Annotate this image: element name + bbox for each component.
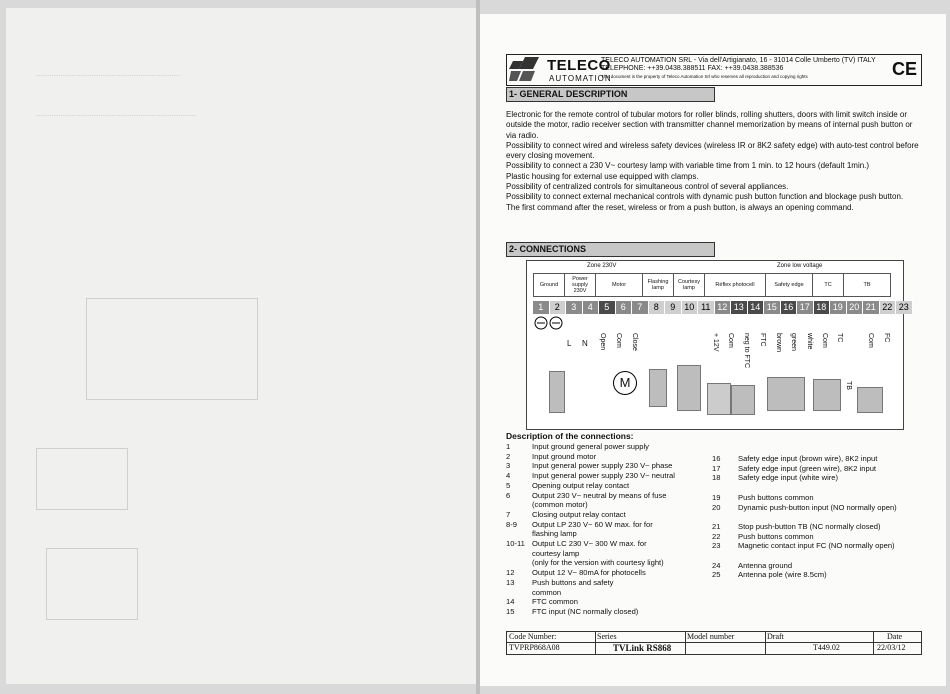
- code-value: TVPRP868A08: [509, 643, 560, 652]
- connection-number: [506, 500, 532, 510]
- connection-row: [506, 500, 701, 510]
- draft-label: Draft: [767, 632, 784, 641]
- date-label: Date: [887, 632, 903, 641]
- zone-230-label: Zone 230V: [587, 263, 617, 269]
- terminal: 11: [698, 301, 715, 314]
- header-tb: TB: [843, 273, 891, 297]
- connection-text: (common motor): [532, 500, 588, 510]
- desc-paragraph: Plastic housing for external use equipped with clamps.: [506, 171, 699, 181]
- wire-label: FC: [883, 333, 890, 343]
- connection-number: 15: [506, 606, 515, 616]
- wire-label: Close: [631, 333, 638, 351]
- title-block: [506, 631, 922, 655]
- terminal: 12: [715, 301, 732, 314]
- ground-symbol-icon: [533, 315, 565, 331]
- ghost-figure: [46, 548, 138, 620]
- teleco-logo: [509, 57, 612, 83]
- connection-text: Safety edge input (brown wire), 8K2 input: [738, 454, 878, 463]
- connection-number: [506, 529, 532, 539]
- courtesy-lamp-photo: [677, 365, 701, 411]
- connection-number: 4: [506, 471, 511, 481]
- terminal: 18: [814, 301, 831, 314]
- connection-number: 12: [506, 568, 515, 578]
- connection-row: [506, 510, 701, 520]
- connection-text: (only for the version with courtesy light): [532, 558, 664, 568]
- ghost-figure: [86, 298, 258, 400]
- connection-number: [506, 558, 532, 568]
- connection-number: 20: [712, 502, 721, 512]
- connection-text: Output LC 230 V~ 300 W max. for: [532, 539, 647, 549]
- wiring-diagram: [526, 260, 909, 430]
- connections-left-list: [506, 442, 701, 617]
- document-page: [480, 14, 946, 686]
- desc-paragraph: Possibility of centralized controls for simultaneous control of several appliances.: [506, 182, 789, 192]
- photocell-photo: [707, 383, 731, 415]
- terminal: 22: [880, 301, 897, 314]
- terminal-block: [533, 301, 913, 314]
- connection-row: [506, 452, 701, 462]
- terminal: 4: [583, 301, 600, 314]
- general-description: [506, 110, 921, 213]
- connection-text: Input ground general power supply: [532, 442, 649, 451]
- wire-label: green: [790, 333, 797, 351]
- wire-label: Com: [615, 333, 622, 348]
- wire-label: + 12V: [712, 333, 719, 352]
- wire-label: brown: [775, 333, 782, 353]
- connection-row: [506, 558, 701, 568]
- connection-row: [506, 568, 701, 578]
- header-ground: Ground: [533, 273, 565, 297]
- terminal: 1: [533, 301, 550, 314]
- connection-row: [506, 520, 701, 530]
- connection-row: [712, 570, 922, 580]
- terminal: 17: [797, 301, 814, 314]
- connection-text: Opening output relay contact: [532, 480, 630, 490]
- zone-low-label: Zone low voltage: [777, 263, 823, 269]
- connection-text: courtesy lamp: [532, 548, 580, 558]
- company-address: TELECO AUTOMATION SRL - Via dell'Artigianato, 16 - 31014 Colle Umberto (TV) ITALY: [601, 57, 876, 64]
- flashing-lamp-photo: [649, 369, 667, 407]
- terminal: 19: [830, 301, 847, 314]
- header-courtesy: Courtesy lamp: [673, 273, 705, 297]
- connection-row: [712, 561, 922, 571]
- wire-label: Com: [727, 333, 734, 348]
- safety-edge-photo: [767, 377, 805, 411]
- connection-row: [506, 471, 701, 481]
- connection-text: Output LP 230 V~ 60 W max. for for: [532, 519, 653, 529]
- connection-number: 24: [712, 560, 721, 570]
- code-cell: [507, 632, 596, 654]
- connection-row: [712, 522, 922, 532]
- connection-row: [712, 454, 922, 464]
- header-photocell: Réflex photocell: [704, 273, 766, 297]
- terminal: 10: [682, 301, 699, 314]
- connection-number: 5: [506, 480, 511, 490]
- motor-symbol: M: [613, 371, 637, 395]
- connection-row: [506, 461, 701, 471]
- terminal: 16: [781, 301, 798, 314]
- connection-row: [712, 551, 922, 561]
- wire-label: TC: [836, 333, 843, 343]
- section-title-general: 1- GENERAL DESCRIPTION: [506, 87, 715, 102]
- connection-row: [506, 539, 701, 549]
- connection-text: Closing output relay contact: [532, 509, 626, 519]
- terminal: 13: [731, 301, 748, 314]
- connection-number: 23: [712, 541, 721, 551]
- connection-number: 13: [506, 577, 515, 587]
- connection-text: Push buttons common: [738, 531, 814, 541]
- connection-row: [506, 549, 701, 559]
- connection-number: 16: [712, 454, 721, 463]
- terminal: 21: [863, 301, 880, 314]
- connection-number: [712, 551, 738, 561]
- connection-number: [506, 549, 532, 559]
- connection-text: Safety edge input (white wire): [738, 473, 839, 483]
- wire-label: Open: [599, 333, 606, 351]
- magnetic-contact-photo: [857, 387, 883, 413]
- connection-number: 25: [712, 570, 721, 580]
- wire-label: N: [582, 339, 588, 348]
- connection-number: 1: [506, 442, 511, 451]
- connection-text: Input general power supply 230 V~ phase: [532, 461, 673, 471]
- connection-text: Antenna ground: [738, 560, 793, 570]
- connection-number: 6: [506, 490, 511, 500]
- connection-text: Push buttons and safety: [532, 577, 614, 587]
- connection-number: [712, 512, 738, 522]
- connection-number: 10-11: [506, 539, 525, 549]
- connection-text: Dynamic push-button input (NO normally open): [738, 502, 897, 512]
- draft-cell: [765, 632, 874, 654]
- company-info: [601, 57, 876, 81]
- wire-label: neg to FTC: [743, 333, 750, 369]
- connection-text: Antenna pole (wire 8.5cm): [738, 570, 827, 580]
- connection-text: FTC input (NC normally closed): [532, 606, 639, 616]
- terminal: 3: [566, 301, 583, 314]
- connections-title: Description of the connections:: [506, 431, 634, 441]
- header-motor: Motor: [595, 273, 643, 297]
- desc-paragraph: Electronic for the remote control of tubular motors for roller blinds, rolling shutters, doors with limit switch inside or outside the motor, radio receiver section with transmitter channel memorization by means of internal push button or via radio.: [506, 110, 913, 140]
- connection-row: [506, 529, 701, 539]
- series-label: Series: [597, 632, 617, 641]
- wire-label: L: [567, 339, 572, 348]
- connection-text: Output 230 V~ neutral by means of fuse: [532, 490, 667, 500]
- wire-label: FTC: [759, 333, 766, 347]
- connection-number: 21: [712, 521, 721, 531]
- connection-row: [712, 493, 922, 503]
- connection-number: 7: [506, 509, 511, 519]
- wire-label: Com: [867, 333, 874, 348]
- terminal: 23: [896, 301, 913, 314]
- connection-row: [712, 464, 922, 474]
- doc-header: [506, 54, 922, 86]
- series-cell: [595, 632, 686, 654]
- connection-number: 17: [712, 463, 721, 473]
- model-cell: [685, 632, 766, 654]
- desc-paragraph: Possibility to connect a 230 V~ courtesy lamp with variable time from 1 min. to 12 hours (default 1min.): [506, 161, 870, 171]
- connection-text: Output 12 V~ 80mA for photocells: [532, 568, 646, 578]
- terminal: 6: [616, 301, 633, 314]
- terminal: 8: [649, 301, 666, 314]
- terminal: 5: [599, 301, 616, 314]
- header-flashing: Flashing lamp: [642, 273, 674, 297]
- wire-label: white: [806, 333, 813, 350]
- connection-text: Push buttons common: [738, 492, 814, 502]
- terminal: 14: [748, 301, 765, 314]
- terminal: 2: [550, 301, 567, 314]
- date-value: 22/03/12: [877, 643, 906, 652]
- connection-number: 19: [712, 492, 721, 502]
- terminal: 20: [847, 301, 864, 314]
- connection-row: [506, 588, 701, 598]
- connection-row: [506, 491, 701, 501]
- connection-row: [712, 503, 922, 513]
- connection-row: [506, 578, 701, 588]
- company-rights: This document is the property of Teleco Automation Srl who reserves all reproduction and copying rights: [601, 74, 808, 79]
- connection-number: 3: [506, 461, 511, 471]
- left-page: ................................................................. ........................................................................: [6, 8, 476, 684]
- desc-paragraph: The first command after the reset, wireless or from a push button, is always an opening command.: [506, 202, 854, 212]
- connection-text: flashing lamp: [532, 529, 577, 539]
- ce-mark: CE: [891, 59, 917, 79]
- connection-number: 2: [506, 451, 511, 461]
- connection-row: [712, 512, 922, 522]
- connection-row: [506, 607, 701, 617]
- desc-paragraph: Possibility to connect wired and wireless safety devices (wireless IR or 8K2 safety edge) with auto-test control before every closing movement.: [506, 140, 919, 161]
- logo-mark-icon: [509, 57, 545, 83]
- header-safety-edge: Safety edge: [765, 273, 813, 297]
- connection-number: 18: [712, 473, 721, 483]
- terminal: 15: [764, 301, 781, 314]
- connection-number: 14: [506, 597, 515, 607]
- code-label: Code Number:: [509, 632, 557, 641]
- date-cell: [873, 632, 921, 654]
- connection-text: Safety edge input (green wire), 8K2 input: [738, 463, 877, 473]
- terminal: 7: [632, 301, 649, 314]
- header-power: Power supply 230V: [564, 273, 596, 297]
- series-value: TVLink RS868: [613, 643, 672, 653]
- section-title-connections: 2- CONNECTIONS: [506, 242, 715, 257]
- wire-label: TB: [845, 381, 852, 390]
- connection-row: [506, 481, 701, 491]
- brand-name: TELECO: [547, 57, 611, 74]
- terminal: 9: [665, 301, 682, 314]
- connection-number: 22: [712, 531, 721, 541]
- draft-value: T449.02: [813, 643, 840, 652]
- connection-number: [712, 483, 738, 493]
- photocell-photo: [731, 385, 755, 415]
- brand-sub: AUTOMATION: [549, 74, 612, 83]
- connection-number: [506, 588, 532, 598]
- connection-row: [506, 442, 701, 452]
- wire-label: Com: [821, 333, 828, 348]
- connection-row: [712, 532, 922, 542]
- model-label: Model number: [687, 632, 735, 641]
- connection-row: [712, 541, 922, 551]
- push-button-photo: [813, 379, 841, 411]
- ghost-figure: [36, 448, 128, 510]
- connection-text: Input general power supply 230 V~ neutral: [532, 471, 675, 481]
- connection-text: Input ground motor: [532, 451, 597, 461]
- connection-text: Magnetic contact input FC (NO normally open): [738, 541, 895, 551]
- connection-number: 8-9: [506, 519, 517, 529]
- plug-photo: [549, 371, 565, 413]
- connection-text: Stop push-button TB (NC normally closed): [738, 521, 881, 531]
- connection-row: [506, 597, 701, 607]
- company-phone: TELEPHONE: ++39.0438.388511 FAX: ++39.0438.388536: [601, 65, 784, 72]
- connections-right-list: [712, 454, 922, 580]
- connection-row: [712, 483, 922, 493]
- header-tc: TC: [812, 273, 844, 297]
- connection-text: FTC common: [532, 597, 578, 607]
- connection-row: [712, 473, 922, 483]
- connection-text: common: [532, 587, 562, 597]
- desc-paragraph: Possibility to connect external mechanical controls with dynamic push button function and blockage push button.: [506, 192, 904, 202]
